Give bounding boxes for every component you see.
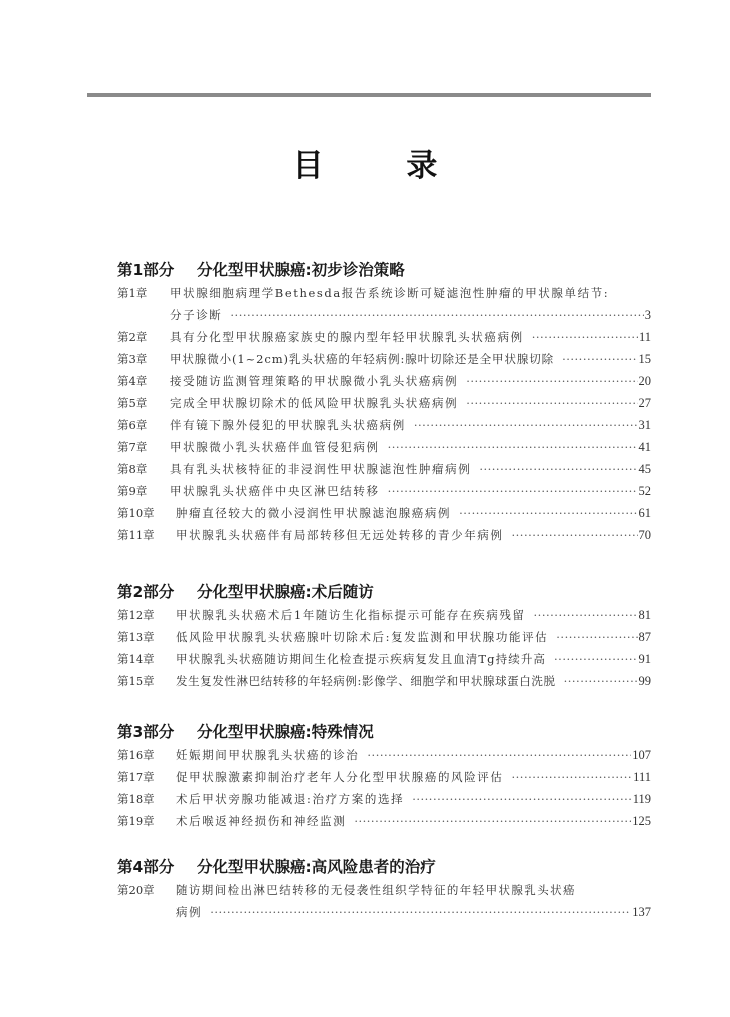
dot-leader bbox=[512, 766, 633, 788]
page-number: 111 bbox=[633, 770, 651, 784]
chapter-title: 完成全甲状腺切除术的低风险甲状腺乳头状癌病例 bbox=[170, 396, 459, 410]
chapter-title: 具有分化型甲状腺癌家族史的腺内型年轻甲状腺乳头状癌病例 bbox=[170, 330, 524, 344]
page-title: 目 录 bbox=[292, 148, 474, 184]
page-number: 11 bbox=[638, 330, 651, 344]
chapter-label: 第13章 bbox=[117, 630, 155, 644]
chapter-title: 甲状腺细胞病理学Bethesda报告系统诊断可疑滤泡性肿瘤的甲状腺单结节: bbox=[170, 286, 610, 300]
toc-part-2 bbox=[117, 580, 651, 692]
chapter-title-continued: 分子诊断 bbox=[170, 308, 223, 322]
chapter-label: 第20章 bbox=[117, 883, 155, 897]
toc-entry-chapter-7[interactable] bbox=[117, 436, 651, 458]
page-number: 125 bbox=[632, 814, 651, 828]
part-heading bbox=[117, 258, 651, 282]
chapter-label: 第15章 bbox=[117, 674, 155, 688]
dot-leader bbox=[466, 392, 637, 414]
dot-leader bbox=[512, 524, 638, 546]
dot-leader bbox=[479, 458, 637, 480]
page-number: 41 bbox=[638, 440, 651, 454]
part-heading bbox=[117, 580, 651, 604]
toc-entry-chapter-19[interactable] bbox=[117, 810, 651, 832]
chapter-title: 伴有镜下腺外侵犯的甲状腺乳头状癌病例 bbox=[170, 418, 406, 432]
toc-entry-chapter-16[interactable] bbox=[117, 744, 651, 766]
dot-leader bbox=[367, 744, 631, 766]
page-number: 15 bbox=[638, 352, 651, 366]
chapter-title: 低风险甲状腺乳头状癌腺叶切除术后:复发监测和甲状腺功能评估 bbox=[176, 630, 549, 644]
dot-leader bbox=[230, 304, 643, 326]
part-title: 分化型甲状腺癌:初步诊治策略 bbox=[197, 261, 405, 279]
page-number: 52 bbox=[638, 484, 651, 498]
page-number: 3 bbox=[644, 308, 651, 322]
chapter-title: 术后喉返神经损伤和神经监测 bbox=[176, 814, 347, 828]
chapter-title: 甲状腺微小(1~2cm)乳头状癌的年轻病例:腺叶切除还是全甲状腺切除 bbox=[170, 352, 555, 366]
chapter-title: 接受随访监测管理策略的甲状腺微小乳头状癌病例 bbox=[170, 374, 459, 388]
toc-entry-chapter-13[interactable] bbox=[117, 626, 651, 648]
chapter-label: 第16章 bbox=[117, 748, 155, 762]
chapter-label: 第12章 bbox=[117, 608, 155, 622]
part-title: 分化型甲状腺癌:高风险患者的治疗 bbox=[197, 858, 436, 876]
toc-entry-chapter-6[interactable] bbox=[117, 414, 651, 436]
dot-leader bbox=[556, 626, 637, 648]
toc-entry-chapter-2[interactable] bbox=[117, 326, 651, 348]
part-title: 分化型甲状腺癌:术后随访 bbox=[197, 583, 374, 601]
chapter-title: 术后甲状旁腺功能减退:治疗方案的选择 bbox=[176, 792, 405, 806]
chapter-label: 第8章 bbox=[117, 462, 148, 476]
chapter-title: 甲状腺乳头状癌术后1年随访生化指标提示可能存在疾病残留 bbox=[176, 608, 526, 622]
chapter-label: 第2章 bbox=[117, 330, 148, 344]
toc-part-4 bbox=[117, 855, 651, 923]
header-rule bbox=[87, 93, 651, 97]
dot-leader bbox=[210, 901, 631, 923]
chapter-label: 第11章 bbox=[117, 528, 155, 542]
page-number: 45 bbox=[638, 462, 651, 476]
chapter-label: 第1章 bbox=[117, 286, 148, 300]
chapter-label: 第17章 bbox=[117, 770, 155, 784]
page-number: 91 bbox=[638, 652, 651, 666]
toc-entry-chapter-3[interactable] bbox=[117, 348, 651, 370]
page-number: 87 bbox=[638, 630, 651, 644]
toc-entry-chapter-17[interactable] bbox=[117, 766, 651, 788]
chapter-title: 妊娠期间甲状腺乳头状癌的诊治 bbox=[176, 748, 360, 762]
toc-entry-chapter-12[interactable] bbox=[117, 604, 651, 626]
chapter-title: 随访期间检出淋巴结转移的无侵袭性组织学特征的年轻甲状腺乳头状癌 bbox=[176, 883, 576, 897]
page-number: 20 bbox=[638, 374, 651, 388]
chapter-label: 第10章 bbox=[117, 506, 155, 520]
page-number: 137 bbox=[632, 905, 651, 919]
chapter-title: 甲状腺乳头状癌随访期间生化检查提示疾病复发且血清Tg持续升高 bbox=[176, 652, 547, 666]
dot-leader bbox=[354, 810, 631, 832]
chapter-label: 第18章 bbox=[117, 792, 155, 806]
toc-part-1 bbox=[117, 258, 651, 546]
part-heading bbox=[117, 855, 651, 879]
chapter-label: 第3章 bbox=[117, 352, 148, 366]
page-number: 99 bbox=[638, 674, 651, 688]
dot-leader bbox=[466, 370, 637, 392]
part-number: 第1部分 bbox=[117, 261, 175, 279]
page-number: 27 bbox=[638, 396, 651, 410]
page-number: 70 bbox=[638, 528, 651, 542]
toc-entry-chapter-8[interactable] bbox=[117, 458, 651, 480]
page-number: 107 bbox=[632, 748, 651, 762]
dot-leader bbox=[564, 670, 638, 692]
dot-leader bbox=[388, 480, 638, 502]
toc-entry-chapter-4[interactable] bbox=[117, 370, 651, 392]
dot-leader bbox=[554, 648, 637, 670]
chapter-title: 甲状腺微小乳头状癌伴血管侵犯病例 bbox=[170, 440, 380, 454]
chapter-title-continued: 病例 bbox=[176, 905, 203, 919]
dot-leader bbox=[532, 326, 638, 348]
toc-entry-chapter-10[interactable] bbox=[117, 502, 651, 524]
toc-entry-chapter-9[interactable] bbox=[117, 480, 651, 502]
dot-leader bbox=[459, 502, 637, 524]
chapter-title: 甲状腺乳头状癌伴有局部转移但无远处转移的青少年病例 bbox=[176, 528, 504, 542]
chapter-title: 甲状腺乳头状癌伴中央区淋巴结转移 bbox=[170, 484, 380, 498]
chapter-label: 第5章 bbox=[117, 396, 148, 410]
page-number: 81 bbox=[638, 608, 651, 622]
chapter-label: 第4章 bbox=[117, 374, 148, 388]
chapter-label: 第6章 bbox=[117, 418, 148, 432]
chapter-title: 发生复发性淋巴结转移的年轻病例:影像学、细胞学和甲状腺球蛋白洗脱 bbox=[176, 674, 556, 688]
dot-leader bbox=[562, 348, 637, 370]
part-heading bbox=[117, 720, 651, 744]
part-number: 第4部分 bbox=[117, 858, 175, 876]
dot-leader bbox=[388, 436, 638, 458]
toc-entry-chapter-5[interactable] bbox=[117, 392, 651, 414]
part-title: 分化型甲状腺癌:特殊情况 bbox=[197, 723, 374, 741]
dot-leader bbox=[412, 788, 632, 810]
toc-part-3 bbox=[117, 720, 651, 832]
toc-entry-chapter-11[interactable] bbox=[117, 524, 651, 546]
toc-entry-chapter-1[interactable] bbox=[117, 282, 651, 326]
dot-leader bbox=[414, 414, 638, 436]
toc-entry-chapter-15[interactable] bbox=[117, 670, 651, 692]
chapter-label: 第9章 bbox=[117, 484, 148, 498]
chapter-label: 第19章 bbox=[117, 814, 155, 828]
toc-entry-chapter-18[interactable] bbox=[117, 788, 651, 810]
chapter-label: 第7章 bbox=[117, 440, 148, 454]
chapter-title: 肿瘤直径较大的微小浸润性甲状腺滤泡腺癌病例 bbox=[176, 506, 452, 520]
page-number: 31 bbox=[638, 418, 651, 432]
toc-entry-chapter-20[interactable] bbox=[117, 879, 651, 923]
part-number: 第3部分 bbox=[117, 723, 175, 741]
page-number: 61 bbox=[638, 506, 651, 520]
dot-leader bbox=[534, 604, 638, 626]
chapter-label: 第14章 bbox=[117, 652, 155, 666]
page-number: 119 bbox=[632, 792, 651, 806]
chapter-title: 促甲状腺激素抑制治疗老年人分化型甲状腺癌的风险评估 bbox=[176, 770, 504, 784]
toc-entry-chapter-14[interactable] bbox=[117, 648, 651, 670]
part-number: 第2部分 bbox=[117, 583, 175, 601]
chapter-title: 具有乳头状核特征的非浸润性甲状腺滤泡性肿瘤病例 bbox=[170, 462, 472, 476]
